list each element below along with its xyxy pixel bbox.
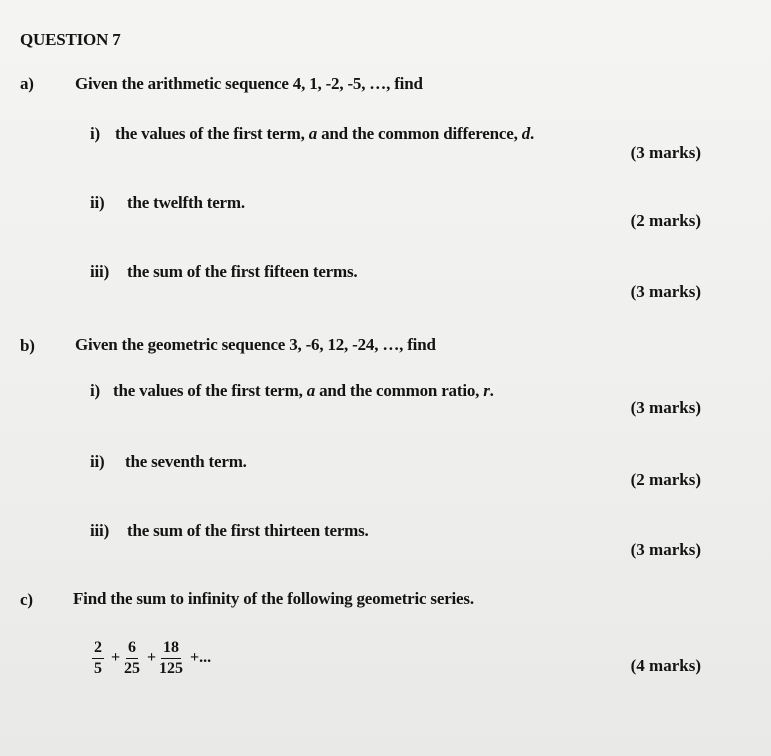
plus-sign-1: + [111, 649, 121, 666]
part-b-stem: Given the geometric sequence 3, -6, 12, -24, …, find [75, 335, 436, 354]
part-a-ii-marks: (2 marks) [630, 211, 701, 230]
variable-d: d [521, 124, 530, 143]
term-2-numerator: 6 [126, 639, 138, 659]
variable-a: a [308, 124, 318, 143]
question-heading: QUESTION 7 [20, 30, 121, 49]
part-b-ii-marks: (2 marks) [630, 470, 701, 489]
part-c-stem: Find the sum to infinity of the following geometric series. [73, 589, 474, 608]
part-b-ii-number: ii) [90, 452, 105, 471]
series-term-1 [92, 639, 104, 678]
part-a-ii-text: the twelfth term. [127, 193, 245, 212]
part-b-i-number: i) [90, 381, 100, 400]
part-a-label: a) [20, 74, 34, 93]
term-1-numerator: 2 [92, 639, 104, 659]
part-b-iii-number: iii) [90, 521, 110, 540]
series-ellipsis: +... [190, 649, 212, 666]
part-c-label: c) [20, 590, 33, 609]
part-a-stem: Given the arithmetic sequence 4, 1, -2, -5, …, find [75, 74, 423, 93]
variable-a: a [306, 381, 316, 400]
part-b-i-text: the values of the first term, a and the common ratio, r. [113, 381, 494, 400]
term-2-denominator: 25 [124, 660, 140, 677]
term-3-numerator: 18 [161, 639, 181, 659]
part-a-iii-marks: (3 marks) [630, 282, 701, 301]
part-a-i-number: i) [90, 124, 100, 143]
part-a-iii-number: iii) [90, 262, 110, 281]
part-b-iii-text: the sum of the first thirteen terms. [127, 521, 369, 540]
part-a-i-marks: (3 marks) [630, 143, 701, 162]
part-b-iii-marks: (3 marks) [630, 540, 701, 559]
part-b-i-marks: (3 marks) [630, 398, 701, 417]
part-a-i-text: the values of the first term, a and the common difference, d. [115, 124, 535, 143]
part-b-ii-text: the seventh term. [125, 452, 247, 471]
part-b-label: b) [20, 336, 35, 355]
series-term-2 [124, 639, 140, 678]
series-term-3 [159, 639, 183, 678]
variable-r: r [483, 381, 490, 400]
part-a-iii-text: the sum of the first fifteen terms. [127, 262, 358, 281]
part-a-ii-number: ii) [90, 193, 105, 212]
plus-sign-2: + [147, 649, 157, 666]
term-1-denominator: 5 [94, 660, 102, 677]
part-c-marks: (4 marks) [630, 656, 701, 675]
term-3-denominator: 125 [159, 660, 183, 677]
